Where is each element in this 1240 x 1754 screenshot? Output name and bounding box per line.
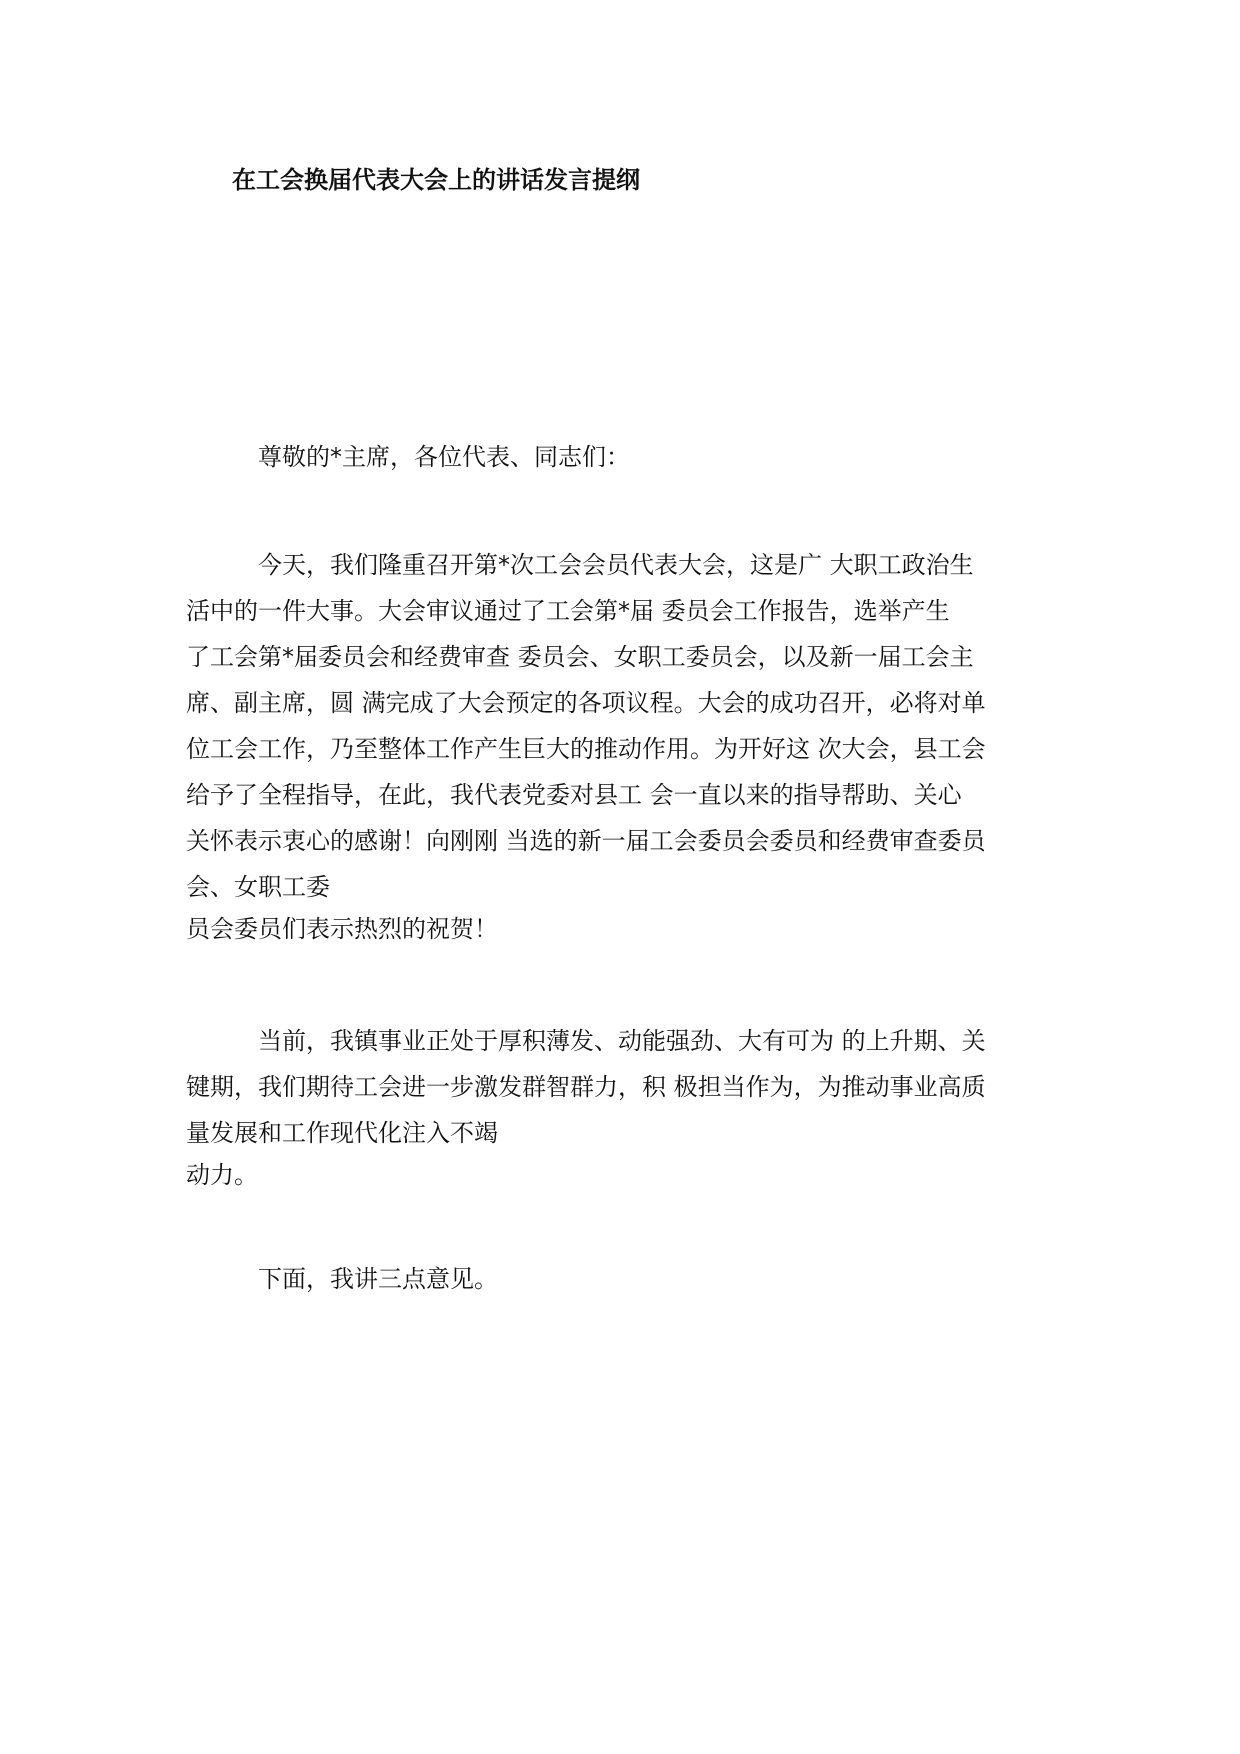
paragraph-2-line-1: 当前，我镇事业正处于厚积薄发、动能强劲、大有可为 的上升期、关 [258,1027,986,1055]
paragraph-1-line-3: 了工会第*届委员会和经费审查 委员会、女职工委员会，以及新一届工会主 [186,643,974,671]
paragraph-2-line-2: 键期，我们期待工会进一步激发群智群力，积 极担当作为，为推动事业高质 [186,1073,986,1101]
salutation: 尊敬的*主席，各位代表、同志们： [258,443,630,471]
paragraph-2-line-4: 动力。 [186,1161,258,1189]
paragraph-1-line-4: 席、副主席，圆 满完成了大会预定的各项议程。大会的成功召开，必将对单 [186,689,986,717]
paragraph-1-line-5: 位工会工作，乃至整体工作产生巨大的推动作用。为开好这 次大会，县工会 [186,735,986,763]
paragraph-3: 下面，我讲三点意见。 [258,1265,498,1293]
paragraph-1-line-1: 今天，我们隆重召开第*次工会会员代表大会，这是广 大职工政治生 [258,551,974,579]
paragraph-1-line-6: 给予了全程指导，在此，我代表党委对县工 会一直以来的指导帮助、关心 [186,781,962,809]
paragraph-1-line-2: 活中的一件大事。大会审议通过了工会第*届 委员会工作报告，选举产生 [186,597,950,625]
paragraph-1-line-8: 会、女职工委 [186,873,330,901]
document-title: 在工会换届代表大会上的讲话发言提纲 [232,166,640,194]
paragraph-1-line-7: 关怀表示衷心的感谢！向刚刚 当选的新一届工会委员会委员和经费审查委员 [186,827,986,855]
paragraph-1-line-9: 员会委员们表示热烈的祝贺！ [186,915,498,943]
paragraph-2-line-3: 量发展和工作现代化注入不竭 [186,1119,498,1147]
